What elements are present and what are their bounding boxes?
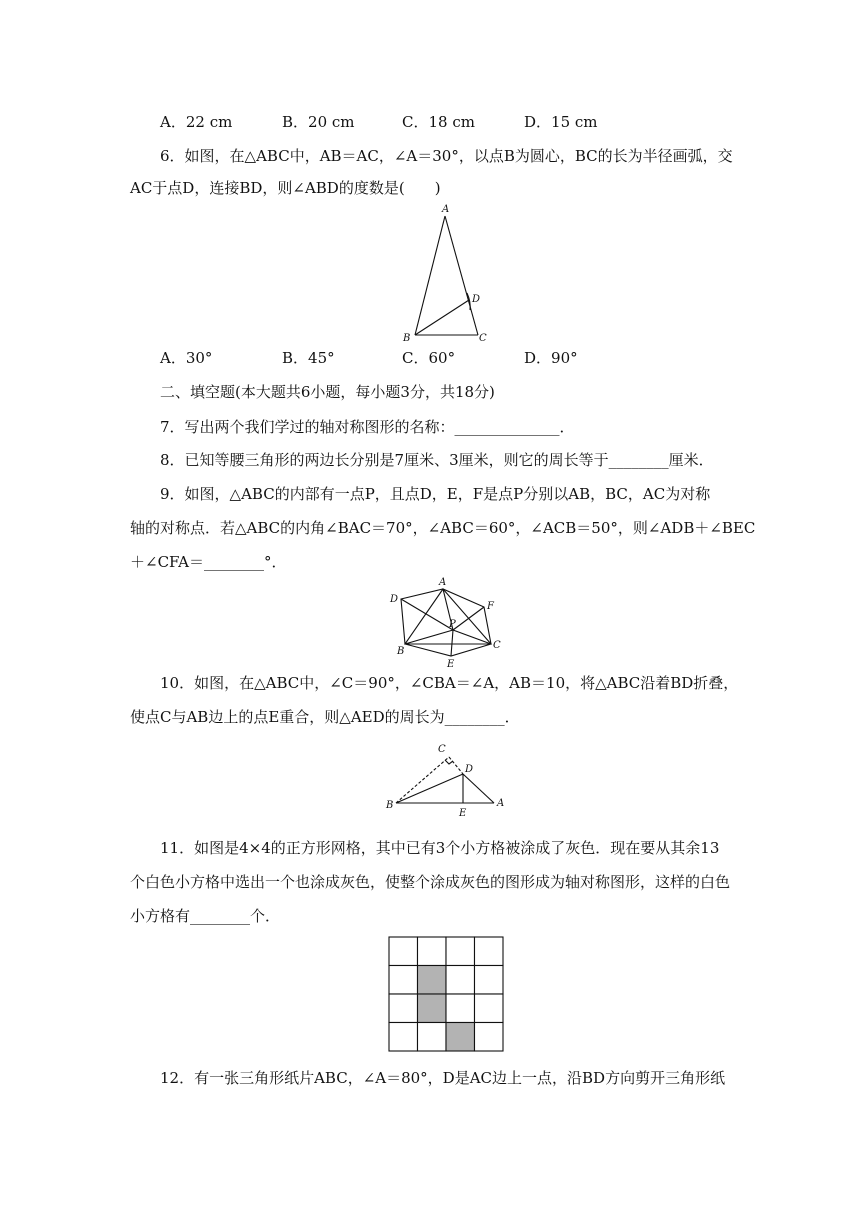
q10-label-e: E: [459, 808, 467, 819]
grid-cell-shaded: [418, 966, 447, 995]
q9-triangle-abc: [405, 589, 491, 644]
q9-label-p: P: [449, 619, 456, 630]
q9-seg-pe: [451, 630, 453, 656]
q10-right-angle-mark: [445, 760, 453, 764]
q10-edge-bc-dashed: [396, 757, 449, 803]
q9-label-d: D: [390, 594, 399, 605]
q10-edge-bd: [396, 774, 463, 803]
q6-label-b: B: [403, 333, 411, 344]
q5-option-d: D．15 cm: [524, 113, 598, 131]
grid-cell: [475, 1023, 504, 1052]
q9-seg-pf: [453, 607, 484, 630]
q9-seg-pd: [401, 599, 453, 630]
q6-text-line1: 6．如图，在△ABC中，AB＝AC，∠A＝30°，以点B为圆心，BC的长为半径画弧，交: [160, 147, 733, 165]
grid-cell: [475, 937, 504, 966]
q5-option-c: C．18 cm: [402, 113, 475, 131]
section2-heading: 二、填空题(本大题共6小题，每小题3分，共18分): [160, 383, 495, 401]
grid-cell: [418, 1023, 447, 1052]
grid-cell: [389, 994, 418, 1023]
q11-text-line3: 小方格有________个．: [130, 907, 281, 925]
q9-label-f: F: [487, 601, 494, 612]
q9-text-line1: 9．如图，△ABC的内部有一点P，且点D，E，F是点P分别以AB，BC，AC为对称: [160, 485, 711, 503]
q6-edge-bd: [415, 300, 469, 335]
q9-seg-pb: [405, 630, 453, 644]
q8-text: 8．已知等腰三角形的两边长分别是7厘米、3厘米，则它的周长等于________厘米．: [160, 451, 714, 469]
q6-label-c: C: [479, 333, 487, 344]
q5-option-a: A．22 cm: [160, 113, 233, 131]
grid-cell: [446, 966, 475, 995]
grid-cell: [389, 1023, 418, 1052]
q10-label-d: D: [465, 764, 474, 775]
q9-figure: [385, 574, 510, 674]
q6-edge-ac: [445, 216, 481, 335]
grid-cell: [389, 966, 418, 995]
q7-text: 7．写出两个我们学过的轴对称图形的名称：______________．: [160, 418, 575, 436]
grid-cell: [446, 937, 475, 966]
q9-label-c: C: [493, 640, 501, 651]
q9-label-e: E: [447, 659, 455, 670]
q6-figure: [395, 200, 495, 345]
q9-label-b: B: [397, 646, 405, 657]
q11-grid-figure: [388, 936, 504, 1052]
q6-option-b: B．45°: [282, 349, 335, 367]
grid-cell: [475, 966, 504, 995]
q6-edge-ab: [415, 216, 445, 335]
q6-label-d: D: [472, 294, 481, 305]
q6-text-line2: AC于点D，连接BD，则∠ABD的度数是( ): [130, 179, 441, 197]
q10-text-line1: 10．如图，在△ABC中，∠C＝90°，∠CBA＝∠A，AB＝10，将△ABC沿着BD折叠，: [160, 674, 739, 692]
grid-cell: [475, 994, 504, 1023]
q10-label-b: B: [386, 800, 394, 811]
grid-cell: [418, 937, 447, 966]
q10-label-a: A: [497, 798, 505, 809]
q10-label-c: C: [438, 744, 446, 755]
grid-cell-shaded: [418, 994, 447, 1023]
q5-option-b: B．20 cm: [282, 113, 355, 131]
q6-label-a: A: [442, 204, 450, 215]
q6-option-a: A．30°: [160, 349, 213, 367]
q9-text-line3: ＋∠CFA＝________°．: [130, 553, 287, 571]
q10-figure: [383, 738, 513, 820]
q10-edge-cd-dashed: [449, 757, 463, 774]
grid-cell-shaded: [446, 1023, 475, 1052]
q12-text-line1: 12．有一张三角形纸片ABC，∠A＝80°，D是AC边上一点，沿BD方向剪开三角形纸: [160, 1069, 726, 1087]
q6-option-d: D．90°: [524, 349, 578, 367]
q9-label-a: A: [439, 577, 447, 588]
grid-cell: [446, 994, 475, 1023]
q11-text-line2: 个白色小方格中选出一个也涂成灰色，使整个涂成灰色的图形成为轴对称图形，这样的白色: [130, 873, 731, 891]
q6-option-c: C．60°: [402, 349, 456, 367]
q9-text-line2: 轴的对称点．若△ABC的内角∠BAC＝70°，∠ABC＝60°，∠ACB＝50°，则∠ADB＋∠BEC: [130, 519, 756, 537]
q10-edge-da: [463, 774, 494, 803]
q11-text-line1: 11．如图是4×4的正方形网格，其中已有3个小方格被涂成了灰色．现在要从其余13: [160, 839, 720, 857]
grid-cell: [389, 937, 418, 966]
q10-text-line2: 使点C与AB边上的点E重合，则△AED的周长为________．: [130, 708, 520, 726]
